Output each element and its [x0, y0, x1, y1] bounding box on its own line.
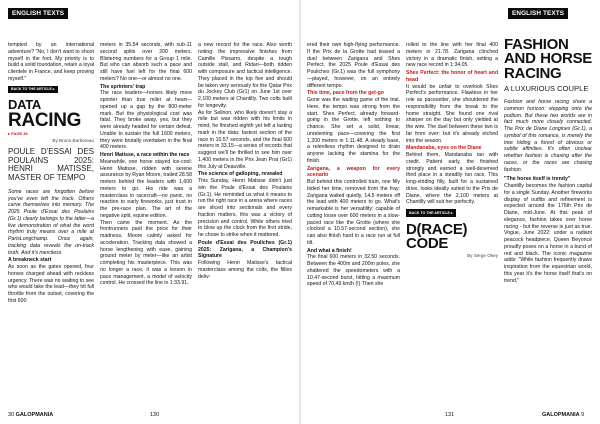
- text-paragraph: As for Selinon, who likely doesn't stay a mile but was ridden with his limits in mind, he finished eighth yet left a lasting mark in the data: fastest section of the race in 10.57 seconds, and the final 600 meters in 33.15—a series of records that suggest we'll be thrilled to see him over 1,400 meters in the Prix Jean Prat (Gr1) this July at Deauville.: [198, 109, 292, 170]
- section-heading: Zarigana, a weapon for every scenario: [307, 165, 400, 179]
- page-reference: ▸ PAGE 36: [8, 130, 28, 136]
- page-gutter: [299, 0, 301, 424]
- folio-brand: GALOPMANIA: [542, 412, 580, 418]
- title-line-2: CODE: [406, 234, 449, 252]
- text-paragraph: Meanwhile, one horse stayed ice-cool: Henri Matisse, ridden with serene assurance by Ryan Moore, trailed 28.58 meters behind the leaders with 1,600 meters to go. His ride was a masterclass in racecraft—no panic, no reaction to early fireworks, just trust in the pre-race plan. The art of the negative split, equine edition.: [100, 158, 192, 219]
- section-heading: And what a finish!: [307, 247, 352, 254]
- left-folio: [8, 412, 53, 418]
- left-col-1: [8, 42, 94, 412]
- right-folio: [542, 412, 584, 418]
- section-heading: Henri Matisse, a race within the race: [100, 152, 190, 158]
- page-reference-text: PAGE 36: [11, 130, 28, 136]
- right-page-number: 131: [445, 412, 455, 418]
- lede-paragraph: Fashion and horse racing share a common horizon: stepping onto the podium. But these two worlds are in fact much more closely connected. The Prix de Diane Longines (Gr.1), a symbol of this romance, is merely the tree hiding a forest of obvious or subtle affinities. It's often unclear whether fashion is chasing after the races, or the races are chasing fashion.: [504, 99, 592, 173]
- folio-brand: GALOPMANIA: [15, 412, 54, 418]
- title-line-1: DATA: [8, 97, 41, 113]
- text-paragraph: This Sunday, Henri Matisse didn't just win the Poule d'Essai des Poulains (Gr.1). He reminded us what it means to run the right race in a arena where races are sliced into sectionals and every fraction matters, this was a victory of precision and control. While others tried to blow up the clock from the first stride, he chose to strike when it mattered.: [198, 178, 292, 238]
- data-racing-title: [8, 99, 94, 129]
- back-to-article-label: BACK TO THE ARTICLE: [409, 210, 450, 215]
- text-paragraph: As soon as the gates opened, four horses charged ahead with reckless urgency. There was no waiting to see who would take the lead—they hit full throttle from the outset, covering the first 600: [8, 264, 94, 304]
- section-heading: Shes Perfect: the honor of heart and head: [406, 70, 498, 83]
- back-to-article-button[interactable]: BACK TO THE ARTICLE ▸: [8, 86, 58, 94]
- right-col-3: [504, 38, 592, 412]
- text-paragraph: a new record for the race. Also worth noting: the impressive finishes from Camille Pissarro, despite a tough outside stall, and Ridari—both ridden with composure and tactical intelligence. They placed in the top five and should be taken very seriously for the Qatar Prix du Jockey Club (Gr1) on June 1st over 2,100 meters at Chantilly. Two colts built for longevity.: [198, 42, 292, 109]
- fashion-subhead: A LUXURIOUS COUPLE: [504, 83, 589, 93]
- text-paragraph: It would be unfair to overlook Shes Perfect's performance. Flawless in her role as pacesetter, she shouldered the responsibility from the break to the home straight. She found one rival sharper on the day but only yielded at the wire. The duel between these two is far from over: but it's already etched into the season.: [406, 83, 498, 144]
- folio-number: 9: [581, 412, 585, 418]
- folio-number: 30: [8, 412, 15, 418]
- section-heading: A breakneck start: [8, 257, 52, 264]
- section-heading: Mandanaba, eyes on the Diane: [406, 145, 482, 152]
- title-line-1: D(RACE): [406, 220, 468, 238]
- section-heading: The science of galloping, revealed: [198, 171, 283, 178]
- text-paragraph: ered their own high-flying performance. If the Prix de la Grotte had teased a duel between Zarigana and Shes Perfect, the 2025 Poule d'Essai des Pouliches (Gr.1) was the full symphony—played, however, on an entirely different tempo.: [307, 42, 400, 89]
- fashion-title: FASHION AND HORSE RACING: [504, 38, 592, 82]
- text-paragraph: But behind this controlled train, one filly bided her time, removed from the fray: Zarigana waited quietly, 14.5 meters off the lead with 400 meters to go. What's remarkable is her versatility: capable of cutting loose over 600 meters in a slow-paced race like the Grotte (where she clocked a 10.57-second section), she can also finish hard in a race run at full tilt.: [307, 179, 400, 246]
- article-subhead: POULE D'ESSAI DES POULAINS 2025: HENRI MATISSE, MASTER OF TEMPO: [8, 146, 94, 183]
- left-col-3: [198, 42, 292, 412]
- byline: By Bruno Barbereau: [52, 137, 94, 143]
- left-page-number: 130: [150, 412, 160, 418]
- section-heading: This time, pace from the get-go: [307, 90, 384, 97]
- right-col-2: [406, 42, 498, 412]
- section-heading: Poule d'Essai des Pouliches (Gr.1) 2025: Zarigana, a Champion's Signature: [198, 239, 292, 260]
- text-paragraph: The final 600 meters in 32.50 seconds. Between the 400m and 200m poles, she shattered the speedometers with a 10.47-second burst, hitting a maximum speed of 70.49 km/h (!) Then she: [307, 254, 400, 288]
- back-to-article-label: BACK TO THE ARTICLE: [11, 87, 52, 91]
- text-paragraph: Behind them, Mandanaba ran with credit. Patient early, the finished strongly and earned a well-deserved third place in a steadily run race. This long-striding filly, built for a sustained drive, looks ideally suited to the Prix de Diane, where the 2,100 meters at Chantilly will suit her perfectly.: [406, 152, 498, 206]
- text-paragraph: tempted by an international adventure? "No, I don't want to shoot myself in the foot. My priority is to build a solid foundation, retain a loyal clientele in France, and keep proving myself.": [8, 42, 94, 82]
- back-to-article-button[interactable]: BACK TO THE ARTICLE ▸: [406, 209, 456, 217]
- lede-paragraph: Some races are forgotten before you've even left the track. Others carve themselves into memory. The 2025 Poule d'Essai des Poulains (Gr.1) clearly belongs to the latter—a live demonstration of what the word rhythm truly means over a mile at ParisLongchamp. Once again, tracking data reveals the on-track truth. And it's merciless.: [8, 188, 94, 256]
- section-tag-left: ENGLISH TEXTS: [8, 8, 68, 19]
- text-paragraph: rolled to the line with her final 400 meters in 21.78. Zarigana clinched victory in a dramatic finish, setting a new race record in 1:34.05.: [406, 42, 498, 69]
- text-paragraph: Following Henri Matisse's tactical masterclass among the colts, the fillies deliv-: [198, 260, 292, 280]
- right-col-1: [307, 42, 400, 412]
- section-tag-right: ENGLISH TEXTS: [508, 8, 568, 19]
- section-heading: The sprinters' trap: [100, 83, 146, 90]
- byline: By Serge Okey: [467, 253, 498, 259]
- section-heading: "The horse itself is trendy": [504, 176, 571, 183]
- text-paragraph: Chantilly becomes the fashion capital for a single Sunday. Another fireworks display of outfits and refinement is expected around the 176th Prix de Diane, mid-June. At this peak of elegance, fashion takes over horse racing - but the reverse is just as true. Vogue, June 2022: under a radiant peacock headpiece, Queen Beyoncé proudly poses on a horse in a burst of red and black. The iconic magazine adds: "While fashion frequently draws inspiration from the equestrian world, this year it's the horse itself that's on trend.": [504, 183, 592, 284]
- text-paragraph: The race leaders—horses likely more sprinter than true miler at heart—opened up a gap by the 800-meter mark. But the physiological cost was fatal. They broke away, yes, but they were already headed for certain defeat. Unable to sustain the full 1600 meters, they were brutally overtaken in the final 400 meters.: [100, 90, 192, 151]
- title-line-2: RACING: [8, 109, 82, 131]
- text-paragraph: Gone was the waiting game of the trial. Here, the tempo was strong from the start. Shes Perfect, already forward-going in the Grotte, left nothing to chance. She set a solid, linear, unrelenting pace—covering the first 1,200 meters in 1:11.48. A steady base, a relentless rhythm designed to drain anyone lacking the stamina for the finish.: [307, 97, 400, 164]
- text-paragraph: meters in 35.54 seconds, with sub-11 second splits over 200 meters. Blistering numbers for a Group 1 mile. But who can absorb such a pace and still have fuel left for the final 600 meters? No one—or almost no one.: [100, 42, 192, 82]
- text-paragraph: Then came the moment. As the frontrunners paid the price for their madness, Moore calmly asked for acceleration. Tracking data showed a horse lengthening with ease, gaining ground meter by meter—like an artist completing his masterpiece. This was no longer a race, it was a lesson in pace management, a model of velocity control. He crossed the line in 1:33.91,: [100, 219, 192, 287]
- left-col-2: [100, 42, 192, 412]
- drace-code-title: [406, 220, 498, 252]
